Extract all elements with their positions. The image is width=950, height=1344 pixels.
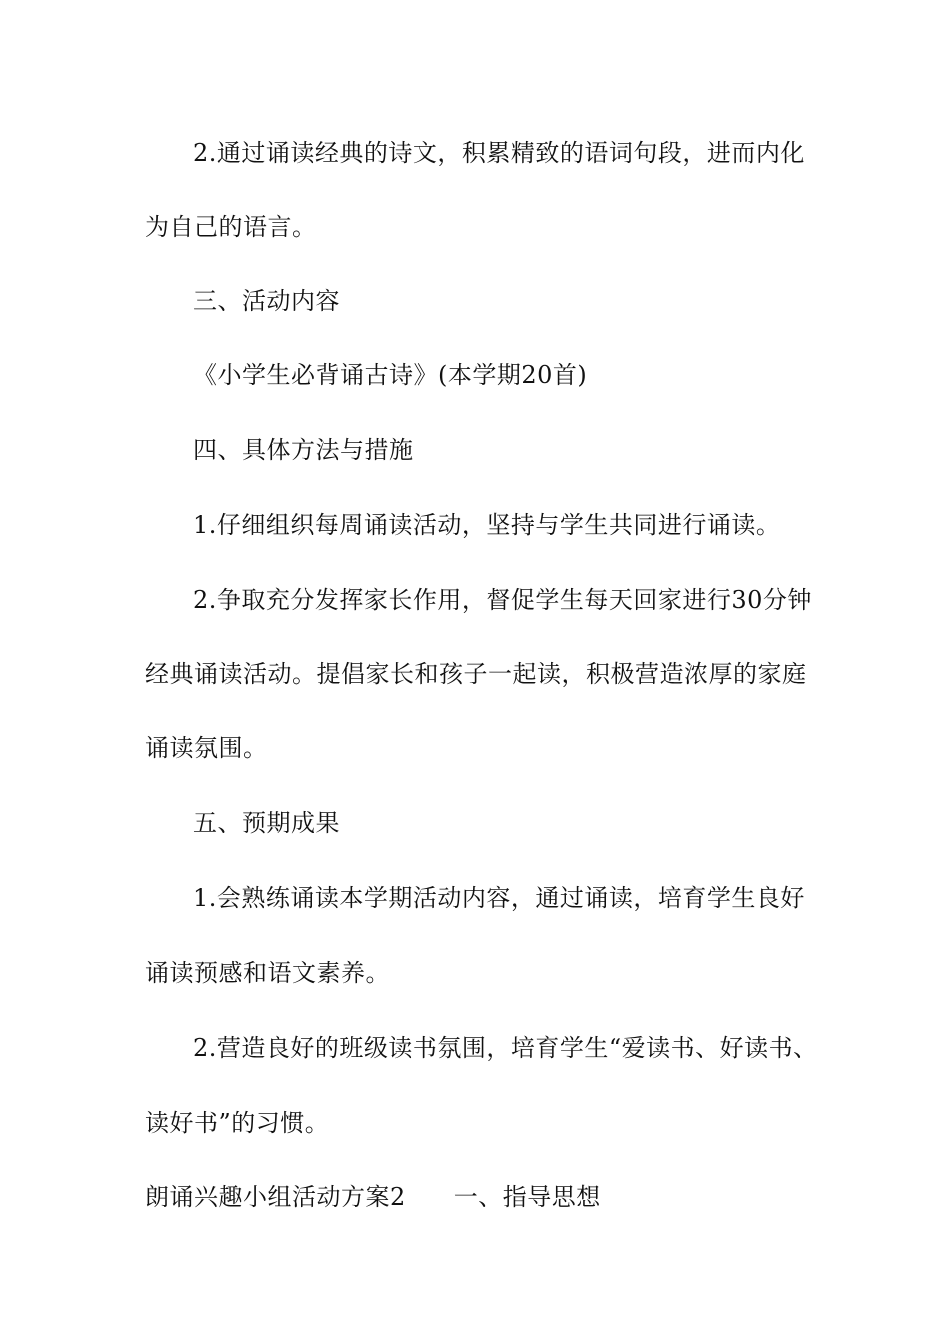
section-heading: 五、预期成果 <box>193 809 340 837</box>
document-title: 朗诵兴趣小组活动方案2 <box>145 1183 406 1211</box>
paragraph-line: 1.仔细组织每周诵读活动，坚持与学生共同进行诵读。 <box>193 511 781 539</box>
paragraph-line: 1.会熟练诵读本学期活动内容，通过诵读，培育学生良好 <box>193 884 805 912</box>
paragraph-line: 诵读预感和语文素养。 <box>145 959 390 987</box>
paragraph-line: 读好书”的习惯。 <box>145 1109 330 1137</box>
section-heading: 四、具体方法与措施 <box>193 436 414 464</box>
paragraph-line: 2.通过诵读经典的诗文，积累精致的语词句段，进而内化 <box>193 139 805 167</box>
paragraph-line: 为自己的语言。 <box>145 213 317 241</box>
footer-line <box>145 1182 601 1212</box>
paragraph-line: 《小学生必背诵古诗》(本学期20首) <box>193 361 588 389</box>
section-heading: 三、活动内容 <box>193 287 340 315</box>
paragraph-line: 2.争取充分发挥家长作用，督促学生每天回家进行30分钟 <box>193 586 812 614</box>
paragraph-line: 2.营造良好的班级读书氛围，培育学生“爱读书、好读书、 <box>193 1034 818 1062</box>
paragraph-line: 诵读氛围。 <box>145 734 268 762</box>
section-heading: 一、指导思想 <box>453 1183 601 1211</box>
paragraph-line: 经典诵读活动。提倡家长和孩子一起读，积极营造浓厚的家庭 <box>145 660 807 688</box>
